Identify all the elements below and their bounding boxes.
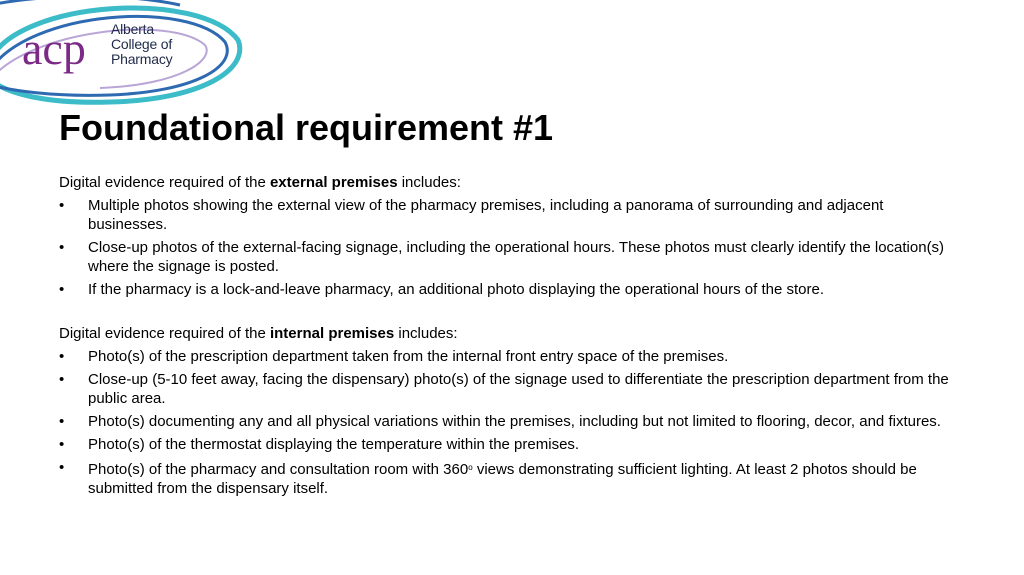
logo-wordmark — [111, 22, 172, 67]
list-item-text: Photo(s) of the prescription department taken from the internal front entry space of the premises. — [88, 348, 729, 365]
logo-line: Alberta — [111, 21, 154, 37]
internal-intro — [59, 324, 959, 343]
list-item-text: Photo(s) of the thermostat displaying the temperature within the premises. — [88, 436, 580, 453]
intro-text: includes: — [397, 174, 461, 191]
slide-body — [59, 173, 959, 502]
intro-text: Digital evidence required of the — [59, 174, 270, 191]
list-item — [59, 196, 959, 234]
college-logo — [0, 0, 245, 108]
list-item — [59, 238, 959, 276]
list-item — [59, 280, 959, 299]
list-item — [59, 412, 959, 431]
logo-line: Pharmacy — [111, 51, 173, 67]
logo-mark: acp — [22, 23, 86, 74]
internal-requirements-list — [59, 347, 959, 498]
list-item — [59, 370, 959, 408]
logo-line: College of — [111, 36, 173, 52]
list-item-text-part: views demonstrating sufficient lighting. At least 2 photos should be submitted from the dispensary itself. — [88, 461, 917, 497]
bullet-icon: • — [59, 413, 65, 430]
bullet-icon: • — [59, 436, 65, 453]
list-item — [59, 458, 959, 498]
external-requirements-list — [59, 196, 959, 299]
list-item — [59, 435, 959, 454]
list-item — [59, 347, 959, 366]
list-item-text: If the pharmacy is a lock-and-leave pharmacy, an additional photo displaying the operational hours of the store. — [88, 281, 824, 298]
section-spacer — [59, 303, 959, 324]
list-item-text — [88, 461, 917, 497]
intro-text: includes: — [394, 325, 458, 342]
intro-text: Digital evidence required of the — [59, 325, 270, 342]
slide-title: Foundational requirement #1 — [59, 107, 554, 148]
bullet-icon: • — [59, 459, 65, 476]
bullet-icon: • — [59, 239, 65, 256]
bullet-icon: • — [59, 281, 65, 298]
bullet-icon: • — [59, 197, 65, 214]
list-item-text: Photo(s) documenting any and all physical variations within the premises, including but not limited to flooring, decor, and fixtures. — [88, 413, 941, 430]
bullet-icon: • — [59, 348, 65, 365]
intro-emphasis: external premises — [269, 174, 398, 191]
list-item-text: Close-up (5-10 feet away, facing the dispensary) photo(s) of the signage used to differentiate the prescription department from the public area. — [88, 371, 949, 407]
bullet-icon: • — [59, 371, 65, 388]
external-intro — [59, 173, 959, 192]
degree-mark: o — [468, 463, 473, 472]
intro-emphasis: internal premises — [269, 325, 395, 342]
list-item-text-part: Photo(s) of the pharmacy and consultation room with 360 — [88, 461, 469, 478]
list-item-text: Close-up photos of the external-facing signage, including the operational hours. These photos must clearly identify the location(s) where the signage is posted. — [88, 239, 945, 275]
list-item-text: Multiple photos showing the external view of the pharmacy premises, including a panorama of surrounding and adjacent businesses. — [88, 197, 884, 233]
